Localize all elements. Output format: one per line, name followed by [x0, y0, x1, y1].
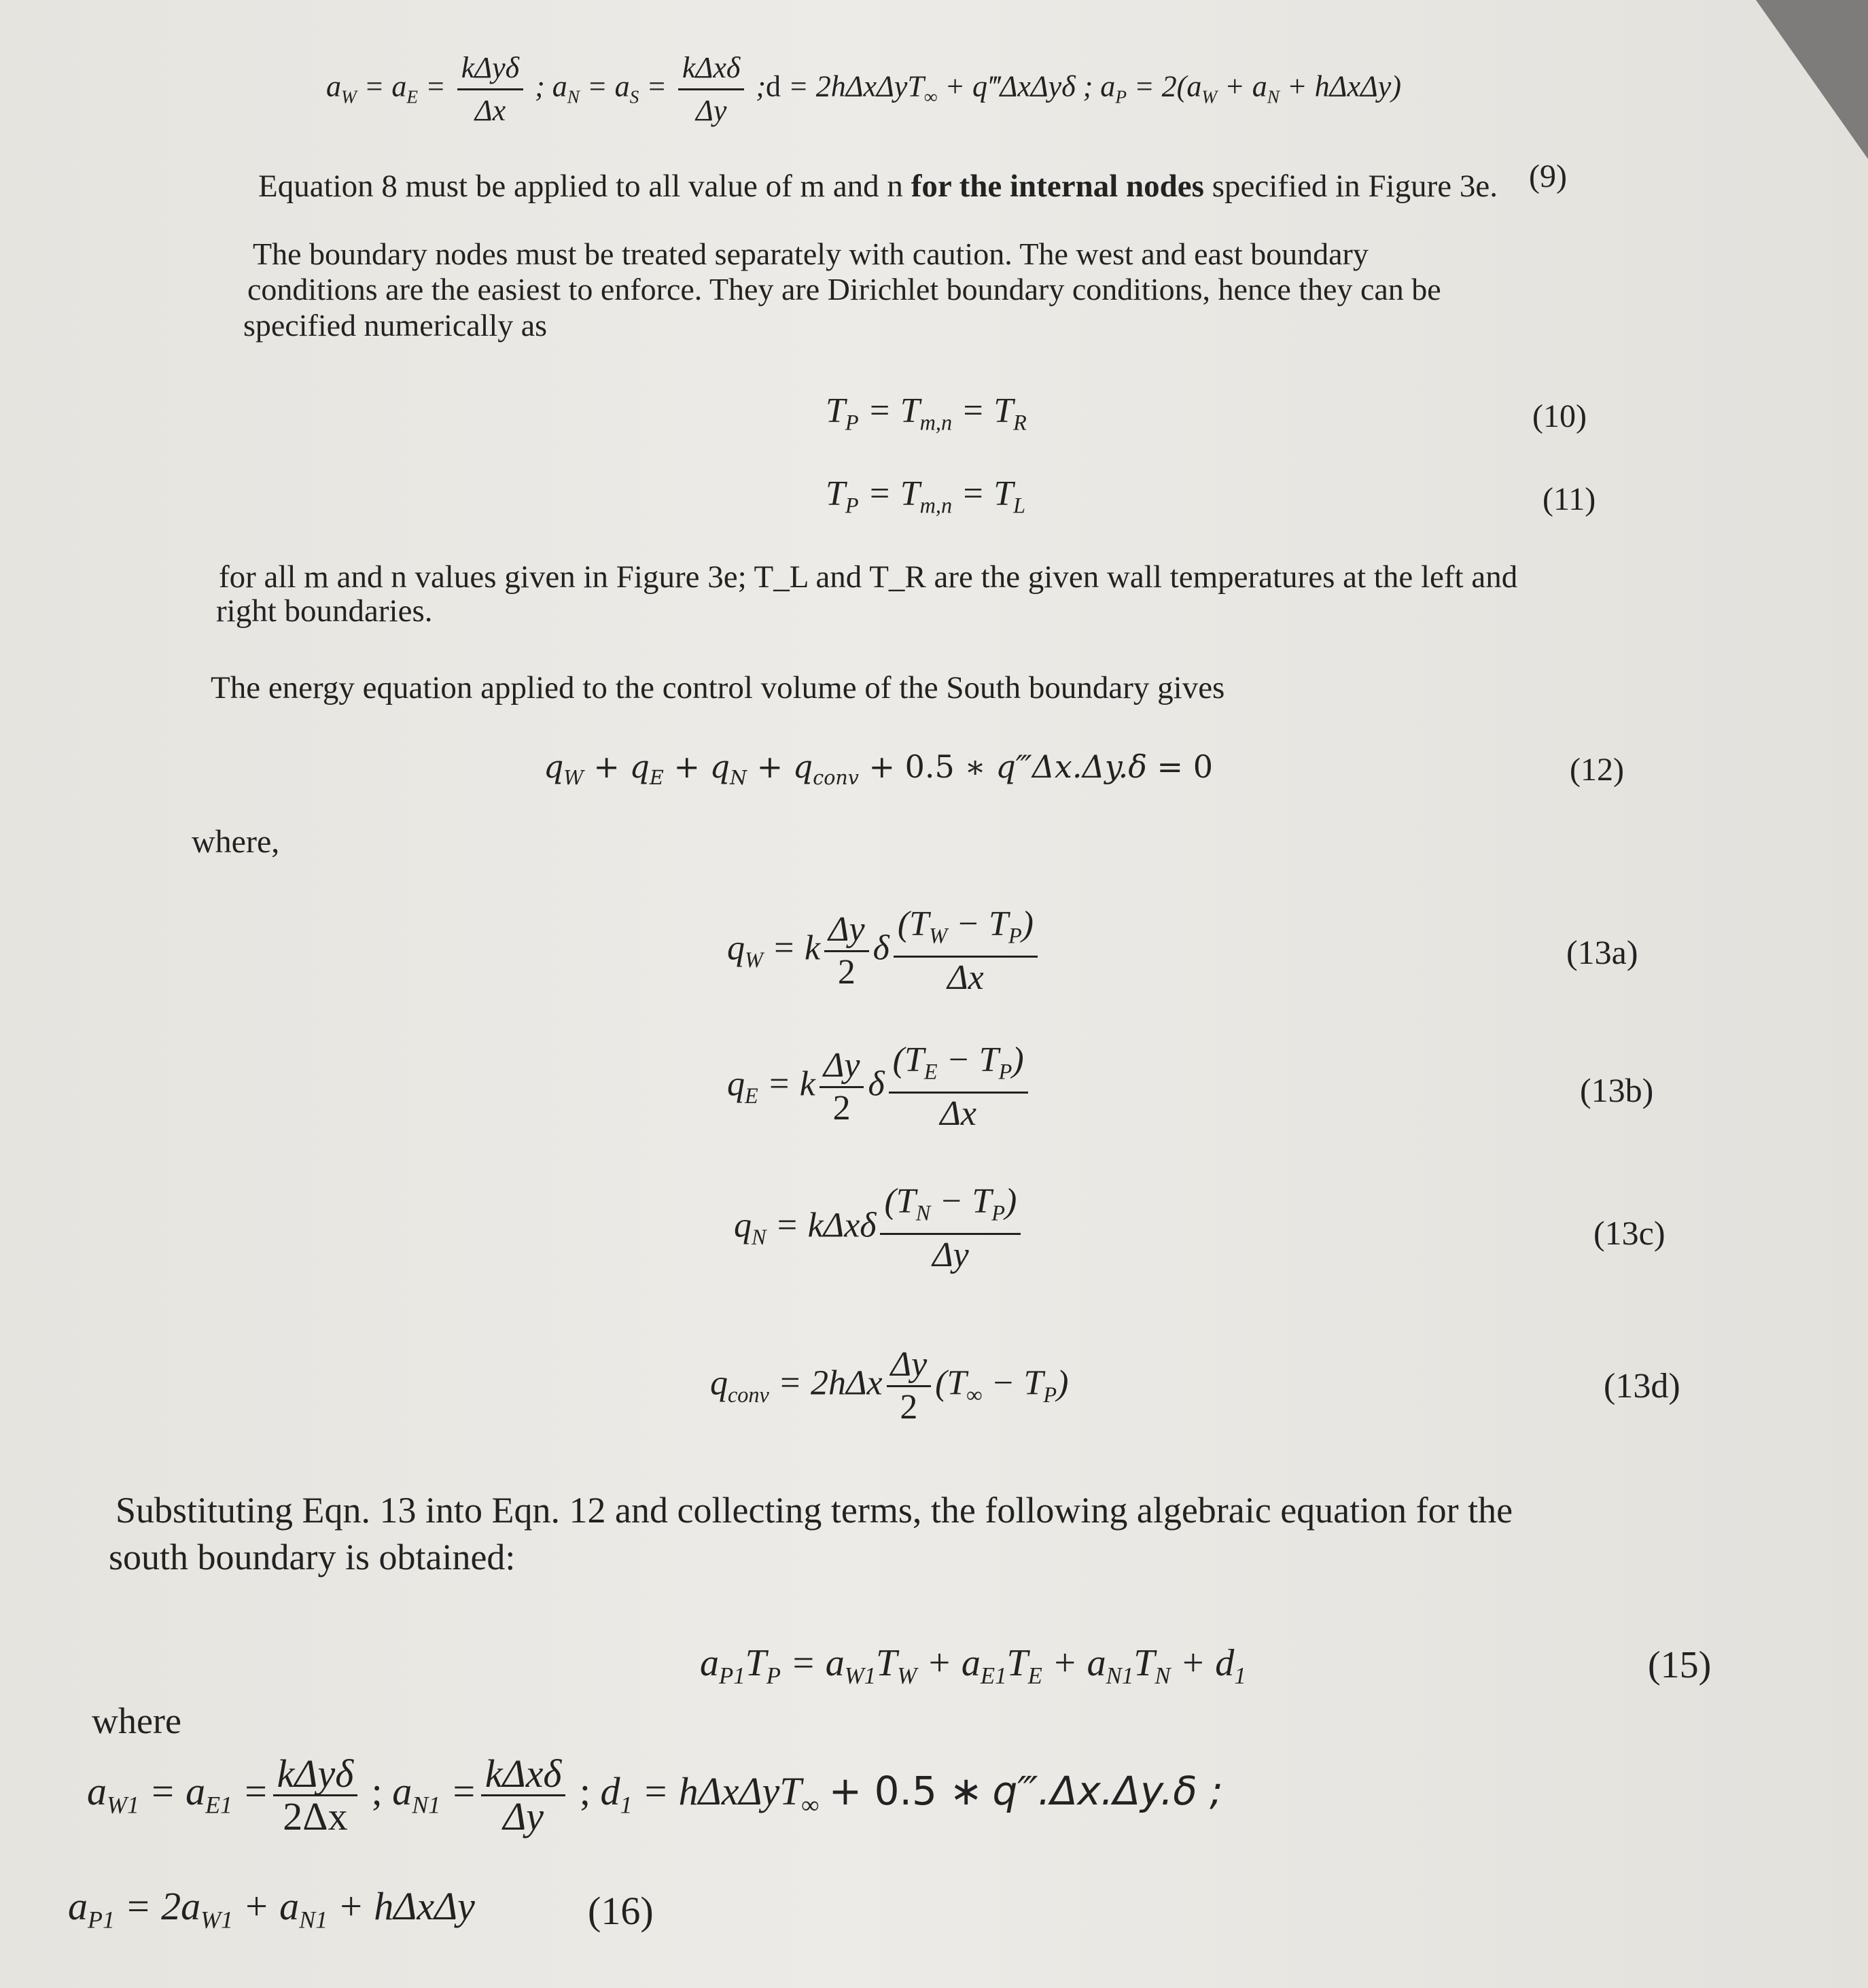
eq10: $T_P = T_{m,n} = T_R$ — [826, 391, 1027, 435]
para5-line-2: south boundary is obtained: — [109, 1537, 516, 1577]
eq12-label: (12) — [1570, 752, 1624, 788]
eq11-label: (11) — [1543, 481, 1596, 517]
eq13b: $q_E = k$ $\frac{\Delta y}{2}$ δ $\frac{(T_E - T_P)}{\Delta x}$ — [727, 1040, 1032, 1134]
eq13b-label: (13b) — [1580, 1071, 1654, 1109]
top-formula: $a_W = a_E$ = $\frac{\text{kΔyδ}}{\Delta x}$ ; $a_N = a_S$ = $\frac{\text{kΔxδ}}{\Delta y}$ ;d = 2hΔxΔyT$_\infty$ + q‴ΔxΔyδ ; $a_P = 2(a_W + a_N + h\Delta x\Delta y)$ — [326, 48, 1401, 131]
eq16-line-1: $a_{W1} = a_{E1}$ = $\frac{\text{kΔyδ}}{2\Delta x}$ ; $a_{N1}$ = $\frac{\text{kΔxδ}}{\Delta y}$ ; $d_1 = h\Delta x\Delta yT_\infty + 0.5$ ∗ q‴.Δx.Δy.δ ; — [87, 1751, 1223, 1838]
para5-line-1: Substituting Eqn. 13 into Eqn. 12 and collecting terms, the following algebraic equation for the — [116, 1490, 1513, 1531]
eq13c-label: (13c) — [1593, 1214, 1666, 1252]
paragraph-internal-nodes — [258, 167, 1498, 206]
para3-line-2: right boundaries. — [216, 593, 433, 629]
eq15-label: (15) — [1648, 1644, 1712, 1686]
eq15: $a_{P1}T_P = a_{W1}T_W + a_{E1}T_E + a_{N1}T_N + d_1$ — [700, 1642, 1246, 1690]
para2-line-1: The boundary nodes must be treated separately with caution. The west and east boundary — [253, 237, 1369, 271]
eq13a-label: (13a) — [1566, 933, 1638, 971]
para2-line-2: conditions are the easiest to enforce. They are Dirichlet boundary conditions, hence they can be — [247, 272, 1441, 307]
para1-bold: for the internal nodes — [911, 169, 1204, 204]
eq13d-label: (13d) — [1604, 1367, 1680, 1406]
para2-line-3: specified numerically as — [243, 308, 548, 343]
eq16-line-2: $a_{P1} = 2a_{W1} + a_{N1} + h\Delta x\Delta y$ — [68, 1884, 475, 1934]
eq13d: $q_{conv} = 2h\Delta x$ $\frac{\Delta y}{2}$ $(T_\infty - T_P)$ — [710, 1345, 1069, 1427]
eq9-label: (9) — [1529, 158, 1567, 194]
eq11: $T_P = T_{m,n} = T_L$ — [826, 474, 1026, 518]
where-1: where, — [192, 824, 280, 860]
where-2: where — [92, 1701, 181, 1741]
eq13a: $q_W = k$ $\frac{\Delta y}{2}$ δ $\frac{(T_W - T_P)}{\Delta x}$ — [727, 904, 1042, 998]
para1-text-end: specified in Figure 3e. — [1203, 169, 1498, 204]
para4-energy-equation: The energy equation applied to the control volume of the South boundary gives — [211, 670, 1225, 705]
eq16-label: (16) — [588, 1889, 654, 1933]
para1-text: Equation 8 must be applied to all value of m and n — [258, 169, 911, 204]
eq13c: $q_N = k\Delta x\delta$ $\frac{(T_N - T_P)}{\Delta y}$ — [734, 1181, 1025, 1276]
eq12: $q_W + q_E + q_N + q_{conv} + 0.5$ ∗ q‴Δx.Δy.δ = 0 — [544, 748, 1213, 790]
eq10-label: (10) — [1532, 398, 1587, 434]
para3-line-1: for all m and n values given in Figure 3e; T_L and T_R are the given wall temperatures at the left and — [219, 559, 1518, 595]
